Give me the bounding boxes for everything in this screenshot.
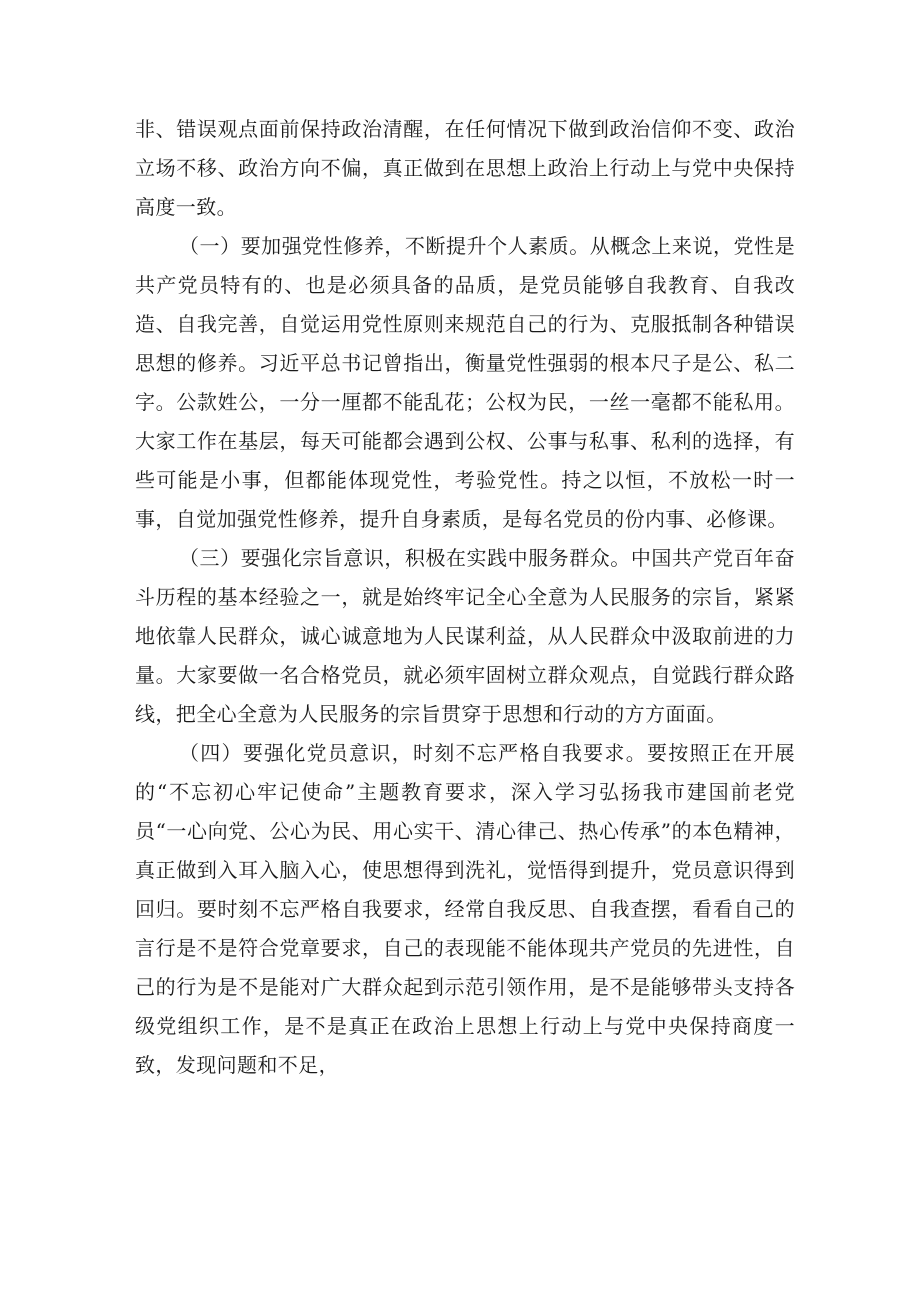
paragraph-continuation: 非、错误观点面前保持政治清醒，在任何情况下做到政治信仰不变、政治立场不移、政治方向不偏，真正做到在思想上政治上行动上与党中央保持高度一致。 xyxy=(135,117,795,219)
paragraph-section-4: （四）要强化党员意识，时刻不忘严格自我要求。要按照正在开展的“不忘初心牢记使命”主题教育要求，深入学习弘扬我市建国前老党员“一心向党、公心为民、用心实干、清心律己、热心传承”的本色精神，真正做到入耳入脑入心，使思想得到洗礼，觉悟得到提升，党员意识得到回归。要时刻不忘严格自我要求，经常自我反思、自我查摆，看看自己的言行是不是符合党章要求，自己的表现能不能体现共产党员的先进性，自己的行为是不是能对广大群众起到示范引领作用，是不是能够带头支持各级党组织工作，是不是真正在政治上思想上行动上与党中央保持商度一致，发现问题和不足， xyxy=(135,741,795,1077)
body-text xyxy=(135,110,795,1085)
paragraph-section-1: （一）要加强党性修养，不断提升个人素质。从概念上来说，党性是共产党员特有的、也是必须具备的品质，是党员能够自我教育、自我改造、自我完善，自觉运用党性原则来规范自己的行为、克服抵制各种错误思想的修养。习近平总书记曾指出，衡量党性强弱的根本尺子是公、私二字。公款姓公，一分一厘都不能乱花；公权为民，一丝一毫都不能私用。大家工作在基层，每天可能都会遇到公权、公事与私事、私利的选择，有些可能是小事，但都能体现党性，考验党性。持之以恒，不放松一时一事，自觉加强党性修养，提升自身素质，是每名党员的份内事、必修课。 xyxy=(135,234,795,531)
paragraph-section-3: （三）要强化宗旨意识，积极在实践中服务群众。中国共产党百年奋斗历程的基本经验之一，就是始终牢记全心全意为人民服务的宗旨，紧紧地依靠人民群众，诚心诚意地为人民谋利益，从人民群众中汲取前进的力量。大家要做一名合格党员，就必须牢固树立群众观点，自觉践行群众路线，把全心全意为人民服务的宗旨贯穿于思想和行动的方方面面。 xyxy=(135,546,795,726)
